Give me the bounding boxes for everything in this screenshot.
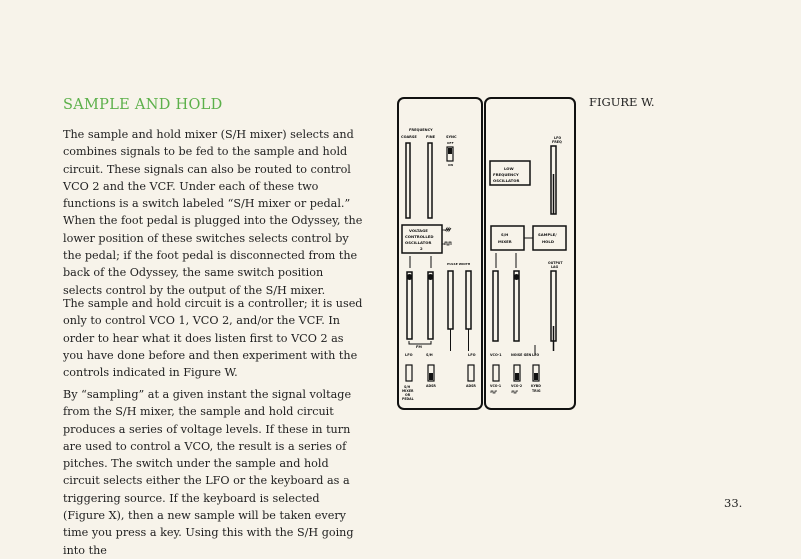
sample-hold-box-line1: SAMPLE/ <box>538 232 557 237</box>
label-shmop-3: OR <box>405 393 411 397</box>
lfo-box-line3: OSCILLATOR <box>493 178 520 183</box>
lfo-box-line1: LOW <box>504 166 514 171</box>
label-pulse-width: PULSE WIDTH <box>447 262 471 266</box>
sh-vco1-slider[interactable] <box>493 271 498 341</box>
label-vco1-bottom: VCO-1 <box>490 384 502 388</box>
vco-box-line1: VOLTAGE <box>409 228 428 233</box>
label-sync: SYNC <box>446 135 457 139</box>
sh-source-switch-1[interactable] <box>493 365 499 381</box>
sh-noise-slider-knob <box>514 274 520 280</box>
label-shmop-4: PEDAL <box>402 397 414 401</box>
fm-lfo-slider[interactable] <box>407 272 412 339</box>
label-kybd-trig-2: TRIG <box>532 389 541 393</box>
fm-bracket <box>409 341 431 344</box>
label-fine: FINE <box>426 135 436 139</box>
sh-mixer-box-line1: S/H <box>501 232 509 237</box>
sawtooth-wave-icon <box>445 228 451 231</box>
fm-sh-slider-knob <box>428 274 434 280</box>
fm-source-switch-2-handle <box>429 373 433 380</box>
pulse-wave-vco2-icon <box>512 391 518 393</box>
pwm-source-switch[interactable] <box>468 365 474 381</box>
label-shmop-1: S/H <box>404 385 411 389</box>
vco-box-line3: OSCILLATOR <box>405 240 432 245</box>
sh-mixer-box-line2: MIXER <box>498 239 512 244</box>
section-heading: SAMPLE AND HOLD <box>63 97 223 113</box>
label-lfo-freq-2: FREQ <box>552 140 562 144</box>
paragraph-1: The sample and hold mixer (S/H mixer) selects and combines signals to be fed to the sample and hold circuit. These signals can also be routed to control VCO 2 and the VCF. Under each of these two functions is a switch labeled “S/H mixer or pedal.” When the foot pedal is plugged into the Odyssey, the lower position of these switches selects control by the pedal; if the foot pedal is disconnected from the back of the Odyssey, the same switch position selects control by the output of the S/H mixer. <box>63 128 363 297</box>
pulse-wave-icon <box>445 242 451 245</box>
paragraph-3: By “sampling” at a given instant the signal voltage from the S/H mixer, the sample and hold circuit produces a series of voltage levels. If these in turn are used to control a VCO, the result is a series of pitches. The switch under the sample and hold circuit selects either the LFO or the keyboard as a triggering source. If the keyboard is selected (Figure X), then a new sample will be taken every time you press a key. Using this with the S/H going into the <box>63 388 354 557</box>
label-lfo-right: LFO <box>532 353 540 357</box>
sh-trigger-switch-handle <box>534 373 538 380</box>
figure-caption: FIGURE W. <box>589 95 655 109</box>
odyssey-panel-diagram <box>395 96 580 412</box>
vco-box-line2: CONTROLLED <box>405 234 434 239</box>
label-sync-on: ON <box>448 163 454 167</box>
page-number: 33. <box>724 496 743 510</box>
coarse-slider[interactable] <box>406 143 410 218</box>
paragraph-2: The sample and hold circuit is a controller; it is used only to control VCO 1, VCO 2, and/or the VCF. In order to hear what it does listen first to VCO 2 as you have done before and then experiment with the controls indicated in Figure W. <box>63 297 363 380</box>
fm-sh-slider[interactable] <box>428 272 433 339</box>
sh-mixer-box <box>491 226 524 250</box>
fine-slider[interactable] <box>428 143 432 218</box>
label-vco1: VCO-1 <box>490 353 502 357</box>
sh-noise-slider[interactable] <box>514 271 519 341</box>
label-noise-gen: NOISE GEN <box>511 353 532 357</box>
sync-switch-handle <box>448 148 452 154</box>
sample-hold-box-line2: HOLD <box>542 239 554 244</box>
lfo-box-line2: FREQUENCY <box>493 172 519 177</box>
fm-lfo-slider-knob <box>407 274 413 280</box>
label-sync-off: OFF <box>447 141 454 145</box>
label-output-lag-2: LAG <box>551 265 559 269</box>
label-lfo-freq-1: LFO <box>554 136 562 140</box>
vco-box-line4: 2 <box>420 246 423 251</box>
label-fm: FM <box>416 345 422 349</box>
label-vco2-bottom: VCO-2 <box>511 384 523 388</box>
label-adsr-pw: ADSR <box>466 384 476 388</box>
label-adsr-left: ADSR <box>426 384 436 388</box>
label-sh-left: S/H <box>426 353 433 357</box>
label-frequency: FREQUENCY <box>409 128 433 132</box>
right-panel <box>485 98 575 409</box>
sample-hold-box <box>533 226 566 250</box>
fm-source-switch-1[interactable] <box>406 365 412 381</box>
pulse-wave-vco1-icon <box>491 391 497 393</box>
pw-slider[interactable] <box>448 271 453 329</box>
sh-source-switch-2-handle <box>515 373 519 380</box>
label-output-lag-1: OUTPUT <box>548 261 563 265</box>
label-lfo-pw: LFO <box>468 353 476 357</box>
pwm-slider[interactable] <box>466 271 471 329</box>
label-shmop-2: MIXER <box>402 389 414 393</box>
label-lfo-left: LFO <box>405 353 413 357</box>
label-kybd-trig-1: KYBD <box>531 384 541 388</box>
label-coarse: COARSE <box>401 135 417 139</box>
